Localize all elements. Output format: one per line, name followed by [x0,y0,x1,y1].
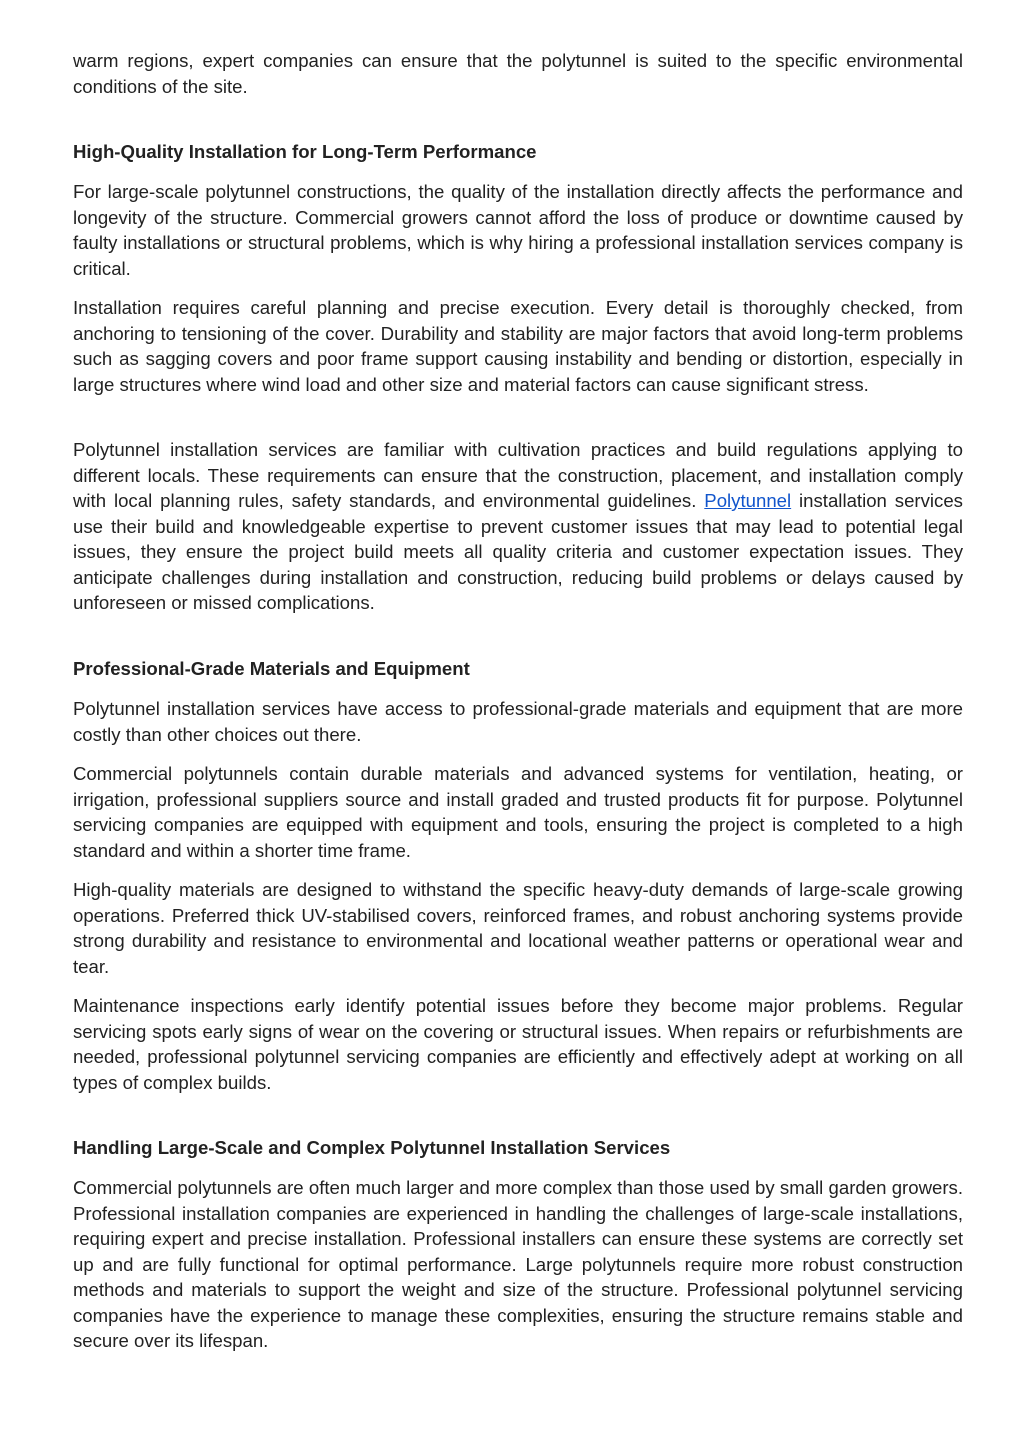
polytunnel-link[interactable]: Polytunnel [704,490,792,511]
section1-paragraph-2: Installation requires careful planning and precise execution. Every detail is thoroughly checked, from anchoring to tensioning of the cover. Durability and stability are major factors that avoid long-term problems such as sagging covers and poor frame support causing instability and bending or distortion, especially in large structures where wind load and other size and material factors can cause significant stress. [73,297,963,395]
section2-paragraph-1: Polytunnel installation services have access to professional-grade materials and equipment that are more costly than other choices out there. [73,698,963,745]
section1-paragraph-1: For large-scale polytunnel constructions, the quality of the installation directly affects the performance and longevity of the structure. Commercial growers cannot afford the loss of produce or downtime caused by faulty installations or structural problems, which is why hiring a professional installation services company is critical. [73,181,963,279]
section3-paragraph-1: Commercial polytunnels are often much larger and more complex than those used by small garden growers. Professional installation companies are experienced in handling the challenges of large-scale installations, requiring expert and precise installation. Professional installers can ensure these systems are correctly set up and are fully functional for optimal performance. Large polytunnels require more robust construction methods and materials to support the weight and size of the structure. Professional polytunnel servicing companies have the experience to manage these complexities, ensuring the structure remains stable and secure over its lifespan. [73,1177,963,1351]
section1-paragraph-3-text-a: Polytunnel installation services are familiar with cultivation practices and build regulations applying to different locals. These requirements can ensure that the construction, placement, and installation comply with local planning rules, safety standards, and environmental guidelines. [73,439,963,511]
section-heading-large-scale: Handling Large-Scale and Complex Polytunnel Installation Services [73,1137,671,1158]
section2-paragraph-4: Maintenance inspections early identify potential issues before they become major problems. Regular servicing spots early signs of wear on the covering or structural issues. When repairs or refurbishments are needed, professional polytunnel servicing companies are efficiently and effectively adept at working on all types of complex builds. [73,995,963,1093]
section-heading-materials: Professional-Grade Materials and Equipment [73,658,470,679]
section2-paragraph-3: High-quality materials are designed to withstand the specific heavy-duty demands of large-scale growing operations. Preferred thick UV-stabilised covers, reinforced frames, and robust anchoring systems provide strong durability and resistance to environmental and locational weather patterns or operational wear and tear. [73,879,963,977]
section2-paragraph-2: Commercial polytunnels contain durable materials and advanced systems for ventilation, heating, or irrigation, professional suppliers source and install graded and trusted products fit for purpose. Polytunnel servicing companies are equipped with equipment and tools, ensuring the project is completed to a high standard and within a shorter time frame. [73,763,963,861]
intro-paragraph: warm regions, expert companies can ensure that the polytunnel is suited to the specific environmental conditions of the site. [73,50,963,97]
section1-paragraph-3 [73,437,963,616]
section1-paragraph-3-text-b: installation services use their build and knowledgeable expertise to prevent customer issues that may lead to potential legal issues, they ensure the project build meets all quality criteria and customer expectation issues. They anticipate challenges during installation and construction, reducing build problems or delays caused by unforeseen or missed complications. [73,490,963,613]
section-heading-installation: High-Quality Installation for Long-Term Performance [73,141,537,162]
